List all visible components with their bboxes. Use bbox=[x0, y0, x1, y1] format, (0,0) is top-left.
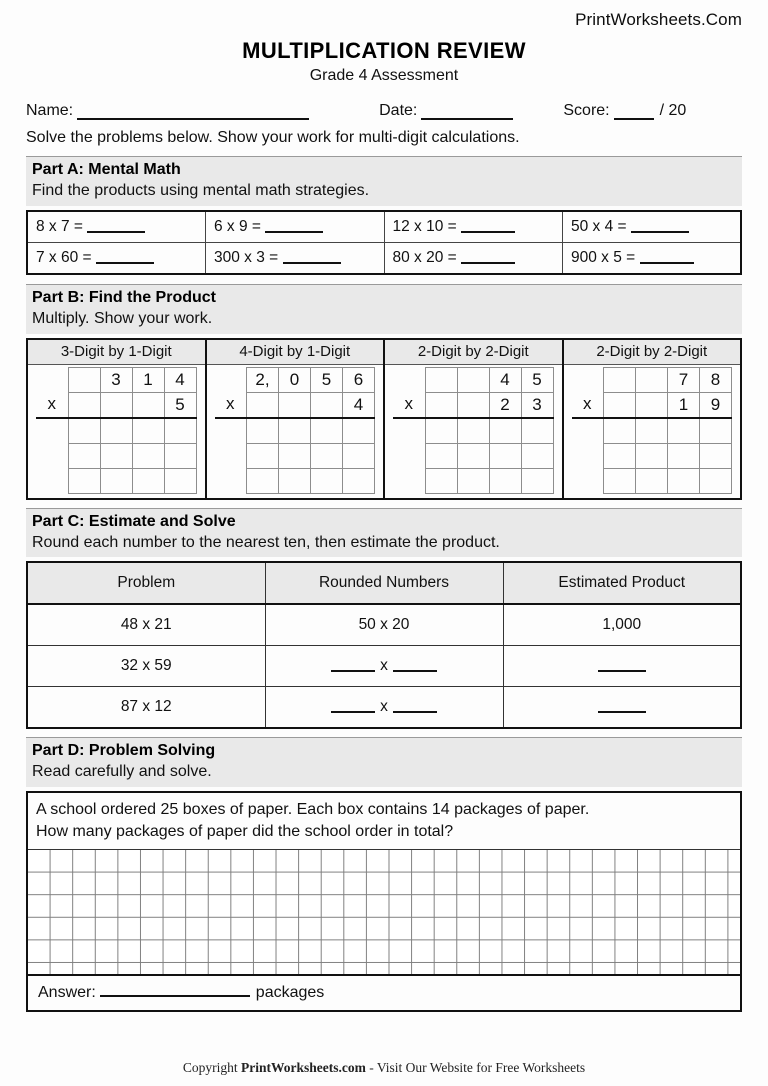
graph-paper-work-area[interactable] bbox=[28, 850, 740, 976]
multiply-operator: x bbox=[215, 392, 247, 418]
table-row bbox=[27, 604, 741, 646]
blank-cell[interactable] bbox=[68, 443, 100, 468]
mental-math-cell[interactable] bbox=[27, 242, 206, 274]
digit-cell: 5 bbox=[521, 367, 553, 392]
blank-cell[interactable] bbox=[521, 443, 553, 468]
work-row[interactable] bbox=[215, 443, 375, 468]
table-header-row bbox=[27, 562, 741, 604]
rounded-blank-left[interactable] bbox=[331, 658, 375, 672]
multiplier-row bbox=[36, 392, 196, 418]
work-row[interactable] bbox=[36, 468, 196, 493]
blank-cell[interactable] bbox=[100, 443, 132, 468]
blank-cell[interactable] bbox=[604, 418, 636, 444]
blank-cell[interactable] bbox=[279, 418, 311, 444]
blank-cell[interactable] bbox=[604, 468, 636, 493]
date-label: Date: bbox=[379, 102, 418, 119]
blank-cell[interactable] bbox=[636, 418, 668, 444]
digit-cell bbox=[279, 392, 311, 418]
vertical-algorithm-grid bbox=[393, 367, 554, 494]
column-header-problem: Problem bbox=[27, 562, 265, 604]
blank-cell[interactable] bbox=[668, 468, 700, 493]
footer bbox=[0, 1060, 768, 1076]
digit-cell bbox=[636, 367, 668, 392]
problem-type-label: 2-Digit by 2-Digit bbox=[385, 340, 562, 365]
digit-cell bbox=[457, 392, 489, 418]
answer-blank[interactable] bbox=[461, 250, 515, 264]
part-b-problems bbox=[26, 338, 742, 500]
operator-cell bbox=[393, 367, 425, 392]
blank-cell[interactable] bbox=[343, 443, 375, 468]
table-row bbox=[27, 687, 741, 729]
column-header-rounded: Rounded Numbers bbox=[265, 562, 503, 604]
site-brand: PrintWorksheets.Com bbox=[575, 10, 742, 29]
blank-cell[interactable] bbox=[700, 418, 732, 444]
part-b-heading: Part B: Find the Product bbox=[32, 288, 216, 306]
long-multiplication-problem bbox=[28, 340, 207, 498]
problem-type-label: 4-Digit by 1-Digit bbox=[207, 340, 384, 365]
blank-cell[interactable] bbox=[572, 468, 604, 493]
mental-math-cell[interactable] bbox=[384, 211, 563, 243]
work-row[interactable] bbox=[572, 443, 732, 468]
problem-text: 300 x 3 = bbox=[214, 248, 279, 266]
digit-cell: 5 bbox=[164, 392, 196, 418]
part-d-header-band bbox=[26, 737, 742, 787]
estimated-blank[interactable] bbox=[598, 658, 646, 672]
work-row[interactable] bbox=[215, 418, 375, 444]
digit-cell bbox=[425, 392, 457, 418]
answer-row bbox=[28, 976, 740, 1010]
brand-row bbox=[26, 0, 742, 36]
operator-cell bbox=[36, 367, 68, 392]
multiplicand-row bbox=[36, 367, 196, 392]
digit-cell: 3 bbox=[521, 392, 553, 418]
work-area[interactable] bbox=[207, 365, 384, 498]
blank-cell[interactable] bbox=[132, 418, 164, 444]
blank-cell[interactable] bbox=[604, 443, 636, 468]
multiply-operator: x bbox=[380, 698, 388, 716]
mental-math-cell[interactable] bbox=[563, 242, 742, 274]
vertical-algorithm-grid bbox=[572, 367, 733, 494]
digit-cell bbox=[457, 367, 489, 392]
digit-cell bbox=[425, 367, 457, 392]
work-row[interactable] bbox=[36, 443, 196, 468]
part-c-table bbox=[26, 561, 742, 729]
digit-cell: 9 bbox=[700, 392, 732, 418]
blank-cell[interactable] bbox=[247, 468, 279, 493]
multiplicand-row bbox=[393, 367, 553, 392]
footer-prefix: Copyright bbox=[182, 1060, 241, 1075]
problem-text: 8 x 7 = bbox=[36, 217, 83, 235]
digit-cell bbox=[68, 367, 100, 392]
blank-cell[interactable] bbox=[164, 418, 196, 444]
blank-cell[interactable] bbox=[572, 418, 604, 444]
work-area[interactable] bbox=[564, 365, 741, 498]
blank-cell[interactable] bbox=[215, 468, 247, 493]
part-a-heading: Part A: Mental Math bbox=[32, 161, 181, 178]
prompt-line-1: A school ordered 25 boxes of paper. Each box contains 14 packages of paper. bbox=[36, 801, 590, 819]
part-d-box bbox=[26, 791, 742, 1012]
part-b-header-band bbox=[26, 284, 742, 334]
table-row bbox=[27, 242, 741, 274]
footer-site: PrintWorksheets.com bbox=[240, 1060, 366, 1075]
estimated-blank[interactable] bbox=[598, 699, 646, 713]
digit-cell bbox=[311, 392, 343, 418]
long-multiplication-problem bbox=[564, 340, 741, 498]
answer-blank[interactable] bbox=[283, 250, 341, 264]
blank-cell[interactable] bbox=[572, 443, 604, 468]
blank-cell[interactable] bbox=[215, 418, 247, 444]
blank-cell[interactable] bbox=[311, 443, 343, 468]
vertical-algorithm-grid bbox=[215, 367, 376, 494]
prompt-line-2: How many packages of paper did the school order in total? bbox=[36, 822, 454, 840]
answer-label: Answer: bbox=[38, 984, 96, 1002]
problem-text: 6 x 9 = bbox=[214, 217, 261, 235]
blank-cell[interactable] bbox=[132, 468, 164, 493]
column-header-estimated: Estimated Product bbox=[503, 562, 741, 604]
answer-unit: packages bbox=[255, 984, 325, 1002]
blank-cell[interactable] bbox=[393, 443, 425, 468]
answer-blank[interactable] bbox=[461, 219, 515, 233]
estimated-cell[interactable] bbox=[503, 646, 741, 687]
date-input-line[interactable] bbox=[421, 104, 513, 120]
word-problem-prompt bbox=[28, 793, 740, 850]
digit-cell: 6 bbox=[343, 367, 375, 392]
digit-cell: 3 bbox=[100, 367, 132, 392]
multiply-operator: x bbox=[36, 392, 68, 418]
blank-cell[interactable] bbox=[36, 418, 68, 444]
long-multiplication-problem bbox=[385, 340, 564, 498]
problem-text: 50 x 4 = bbox=[571, 217, 627, 235]
problem-text: 12 x 10 = bbox=[392, 217, 457, 235]
digit-cell: 4 bbox=[489, 367, 521, 392]
digit-cell: 5 bbox=[311, 367, 343, 392]
part-c-heading: Part C: Estimate and Solve bbox=[32, 512, 236, 530]
name-input-line[interactable] bbox=[77, 104, 309, 120]
digit-cell bbox=[636, 392, 668, 418]
table-row bbox=[27, 646, 741, 687]
score-input-line[interactable] bbox=[614, 104, 654, 120]
answer-input-line[interactable] bbox=[100, 982, 250, 997]
part-a-subheading: Find the products using mental math strategies. bbox=[32, 182, 370, 199]
rounded-blank-right[interactable] bbox=[393, 658, 437, 672]
problem-type-label: 3-Digit by 1-Digit bbox=[28, 340, 205, 365]
blank-cell[interactable] bbox=[311, 468, 343, 493]
blank-cell[interactable] bbox=[521, 418, 553, 444]
work-row[interactable] bbox=[572, 418, 732, 444]
blank-cell[interactable] bbox=[425, 443, 457, 468]
digit-cell bbox=[68, 392, 100, 418]
work-row[interactable] bbox=[36, 418, 196, 444]
blank-cell[interactable] bbox=[164, 443, 196, 468]
blank-cell[interactable] bbox=[279, 468, 311, 493]
digit-cell: 2, bbox=[247, 367, 279, 392]
part-c-body bbox=[27, 604, 741, 728]
mental-math-cell[interactable] bbox=[563, 211, 742, 243]
blank-cell[interactable] bbox=[343, 468, 375, 493]
rounded-blank-left[interactable] bbox=[331, 699, 375, 713]
blank-cell[interactable] bbox=[68, 468, 100, 493]
page-subtitle: Grade 4 Assessment bbox=[309, 67, 459, 84]
vertical-algorithm-grid bbox=[36, 367, 197, 494]
blank-cell[interactable] bbox=[100, 418, 132, 444]
answer-blank[interactable] bbox=[265, 219, 323, 233]
blank-cell[interactable] bbox=[311, 418, 343, 444]
part-b-subheading: Multiply. Show your work. bbox=[32, 309, 213, 327]
blank-cell[interactable] bbox=[521, 468, 553, 493]
rounded-cell[interactable] bbox=[265, 646, 503, 687]
multiplier-row bbox=[572, 392, 732, 418]
rounded-cell[interactable] bbox=[265, 687, 503, 729]
blank-cell[interactable] bbox=[164, 468, 196, 493]
multiplier-row bbox=[215, 392, 375, 418]
problem-cell: 32 x 59 bbox=[27, 646, 265, 687]
digit-cell bbox=[604, 392, 636, 418]
answer-blank[interactable] bbox=[87, 219, 145, 233]
blank-cell[interactable] bbox=[668, 418, 700, 444]
blank-cell[interactable] bbox=[489, 443, 521, 468]
blank-cell[interactable] bbox=[700, 468, 732, 493]
problem-cell: 87 x 12 bbox=[27, 687, 265, 729]
part-c-subheading: Round each number to the nearest ten, then estimate the product. bbox=[32, 533, 500, 551]
mental-math-cell[interactable] bbox=[206, 211, 385, 243]
digit-cell bbox=[604, 367, 636, 392]
estimated-cell[interactable] bbox=[503, 687, 741, 729]
digit-cell: 8 bbox=[700, 367, 732, 392]
operator-cell bbox=[215, 367, 247, 392]
estimated-cell: 1,000 bbox=[503, 604, 741, 646]
blank-cell[interactable] bbox=[489, 418, 521, 444]
digit-cell: 4 bbox=[343, 392, 375, 418]
work-row[interactable] bbox=[393, 468, 553, 493]
operator-cell bbox=[572, 367, 604, 392]
blank-cell[interactable] bbox=[36, 443, 68, 468]
part-a-body bbox=[27, 211, 741, 274]
digit-cell bbox=[100, 392, 132, 418]
blank-cell[interactable] bbox=[425, 468, 457, 493]
blank-cell[interactable] bbox=[215, 443, 247, 468]
mental-math-cell[interactable] bbox=[206, 242, 385, 274]
blank-cell[interactable] bbox=[68, 418, 100, 444]
blank-cell[interactable] bbox=[489, 468, 521, 493]
work-area[interactable] bbox=[28, 365, 205, 498]
digit-cell: 1 bbox=[668, 392, 700, 418]
blank-cell[interactable] bbox=[247, 418, 279, 444]
blank-cell[interactable] bbox=[457, 468, 489, 493]
work-row[interactable] bbox=[393, 443, 553, 468]
part-c-header-band bbox=[26, 508, 742, 558]
blank-cell[interactable] bbox=[132, 443, 164, 468]
work-row[interactable] bbox=[393, 418, 553, 444]
blank-cell[interactable] bbox=[393, 418, 425, 444]
part-d-heading: Part D: Problem Solving bbox=[32, 742, 216, 760]
instructions: Solve the problems below. Show your work for multi-digit calculations. bbox=[26, 129, 520, 146]
blank-cell[interactable] bbox=[668, 443, 700, 468]
blank-cell[interactable] bbox=[100, 468, 132, 493]
problem-cell: 48 x 21 bbox=[27, 604, 265, 646]
digit-cell bbox=[247, 392, 279, 418]
multiply-operator: x bbox=[393, 392, 425, 418]
score-total: / 20 bbox=[659, 102, 687, 119]
problem-text: 900 x 5 = bbox=[571, 248, 636, 266]
digit-cell: 1 bbox=[132, 367, 164, 392]
digit-cell: 4 bbox=[164, 367, 196, 392]
table-row bbox=[27, 211, 741, 243]
student-info-row bbox=[26, 96, 742, 120]
blank-cell[interactable] bbox=[425, 418, 457, 444]
problem-type-label: 2-Digit by 2-Digit bbox=[564, 340, 741, 365]
problem-text: 80 x 20 = bbox=[392, 248, 457, 266]
work-row[interactable] bbox=[215, 468, 375, 493]
score-label: Score: bbox=[563, 102, 610, 119]
footer-suffix: - Visit Our Website for Free Worksheets bbox=[365, 1060, 586, 1075]
blank-cell[interactable] bbox=[457, 443, 489, 468]
blank-cell[interactable] bbox=[457, 418, 489, 444]
multiplicand-row bbox=[572, 367, 732, 392]
part-d-subheading: Read carefully and solve. bbox=[32, 763, 212, 781]
multiplier-row bbox=[393, 392, 553, 418]
blank-cell[interactable] bbox=[247, 443, 279, 468]
digit-cell bbox=[132, 392, 164, 418]
multiplicand-row bbox=[215, 367, 375, 392]
digit-cell: 2 bbox=[489, 392, 521, 418]
multiply-operator: x bbox=[380, 657, 388, 675]
work-area[interactable] bbox=[385, 365, 562, 498]
blank-cell[interactable] bbox=[636, 468, 668, 493]
blank-cell[interactable] bbox=[393, 468, 425, 493]
page-title: MULTIPLICATION REVIEW bbox=[242, 38, 526, 63]
work-row[interactable] bbox=[572, 468, 732, 493]
answer-blank[interactable] bbox=[96, 250, 154, 264]
blank-cell[interactable] bbox=[636, 443, 668, 468]
part-a-header-band bbox=[26, 156, 742, 206]
blank-cell[interactable] bbox=[279, 443, 311, 468]
blank-cell[interactable] bbox=[36, 468, 68, 493]
answer-blank[interactable] bbox=[631, 219, 689, 233]
rounded-cell: 50 x 20 bbox=[265, 604, 503, 646]
mental-math-cell[interactable] bbox=[27, 211, 206, 243]
digit-cell: 0 bbox=[279, 367, 311, 392]
blank-cell[interactable] bbox=[343, 418, 375, 444]
long-multiplication-problem bbox=[207, 340, 386, 498]
blank-cell[interactable] bbox=[700, 443, 732, 468]
name-label: Name: bbox=[26, 102, 74, 119]
multiply-operator: x bbox=[572, 392, 604, 418]
part-a-table bbox=[26, 210, 742, 275]
digit-cell: 7 bbox=[668, 367, 700, 392]
part-c-head bbox=[27, 562, 741, 604]
mental-math-cell[interactable] bbox=[384, 242, 563, 274]
answer-blank[interactable] bbox=[640, 250, 694, 264]
problem-text: 7 x 60 = bbox=[36, 248, 92, 266]
rounded-blank-right[interactable] bbox=[393, 699, 437, 713]
